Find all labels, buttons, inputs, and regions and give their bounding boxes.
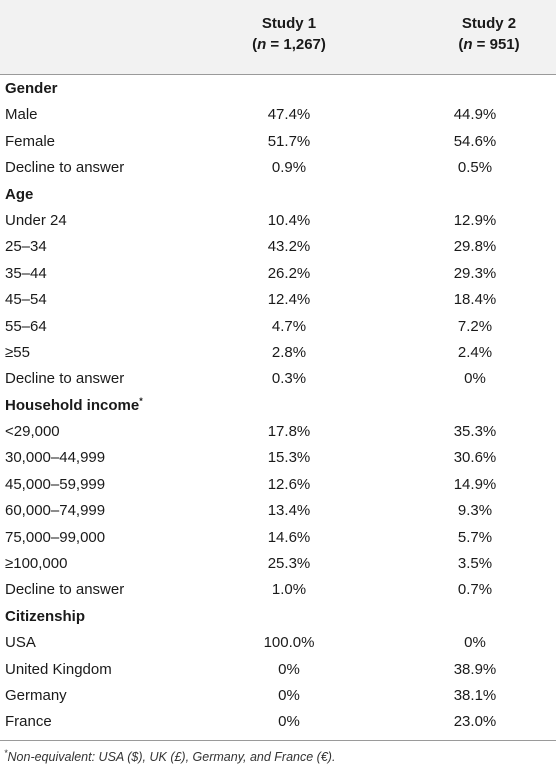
column-title: Study 2: [461, 15, 517, 32]
footnote-marker: *: [139, 395, 143, 406]
section-header-row: [0, 182, 556, 208]
row-label: Decline to answer: [5, 581, 125, 599]
table-row: [0, 525, 556, 551]
row-label: Male: [5, 106, 38, 124]
table-row: [0, 340, 556, 366]
study-2-value: 5.7%: [457, 528, 493, 546]
section-title: [5, 604, 85, 630]
study-1-value: 25.3%: [267, 555, 311, 573]
table-row: [0, 102, 556, 128]
row-label: 45,000–59,999: [5, 475, 106, 493]
column-sample-size: (n = 951): [458, 36, 520, 53]
section-title: [5, 393, 143, 419]
footnote-text: Non-equivalent: USA ($), UK (£), Germany, and France (€).: [7, 749, 336, 764]
table-row: [0, 577, 556, 603]
table-body: [0, 75, 556, 736]
table-row: [0, 129, 556, 155]
study-1-value: 47.4%: [267, 106, 311, 124]
section-header-row: [0, 76, 556, 102]
row-label: ≥55: [5, 343, 30, 361]
study-2-value: 0%: [464, 634, 486, 652]
study-2-value: 35.3%: [453, 423, 497, 441]
table-header: [0, 0, 556, 75]
row-label: 45–54: [5, 291, 47, 309]
row-label: USA: [5, 634, 36, 652]
table-row: [0, 498, 556, 524]
section-title-text: Gender: [5, 80, 58, 97]
row-label: Female: [5, 132, 56, 150]
table-row: [0, 709, 556, 735]
study-1-value: 15.3%: [267, 449, 311, 467]
study-1-value: 100.0%: [263, 634, 315, 652]
study-1-value: 2.8%: [271, 343, 307, 361]
study-1-value: 0.3%: [271, 370, 307, 388]
table-row: [0, 657, 556, 683]
section-title: [5, 76, 58, 102]
section-title: [5, 182, 33, 208]
section-title-text: Citizenship: [5, 607, 86, 625]
row-label: <29,000: [5, 423, 60, 441]
column-sample-size: (n = 1,267): [252, 36, 326, 53]
study-2-value: 9.3%: [457, 502, 493, 520]
row-label: Under 24: [5, 211, 67, 229]
study-2-value: 38.1%: [453, 686, 497, 704]
row-label: 30,000–44,999: [5, 449, 106, 467]
row-label: 55–64: [5, 317, 47, 335]
table-footnote: [0, 741, 556, 765]
table-row: [0, 472, 556, 498]
row-label: ≥100,000: [5, 555, 68, 573]
study-1-value: 43.2%: [267, 238, 311, 256]
row-label: France: [5, 713, 52, 731]
table-row: [0, 314, 556, 340]
row-label: 25–34: [5, 238, 47, 256]
study-1-value: 0%: [278, 713, 300, 731]
table-row: [0, 261, 556, 287]
column-header-study-2: [404, 13, 556, 55]
study-1-value: 51.7%: [267, 132, 311, 150]
study-2-value: 23.0%: [453, 713, 497, 731]
study-2-value: 38.9%: [453, 660, 497, 678]
section-title-text: Age: [5, 185, 34, 203]
table-row: [0, 551, 556, 577]
footnote-marker: *: [4, 747, 8, 758]
study-1-value: 14.6%: [267, 528, 311, 546]
table-row: [0, 419, 556, 445]
row-label: 35–44: [5, 264, 47, 282]
study-1-value: 10.4%: [267, 211, 311, 229]
column-title: Study 1: [261, 15, 317, 32]
row-label: 75,000–99,000: [5, 528, 106, 546]
study-2-value: 12.9%: [453, 211, 497, 229]
study-1-value: 4.7%: [271, 317, 307, 335]
row-label: Decline to answer: [5, 159, 125, 177]
study-2-value: 18.4%: [453, 291, 497, 309]
study-2-value: 30.6%: [453, 449, 497, 467]
study-1-value: 0%: [278, 660, 300, 678]
table-row: [0, 445, 556, 471]
row-label: Decline to answer: [5, 370, 125, 388]
table-row: [0, 234, 556, 260]
study-1-value: 13.4%: [267, 502, 311, 520]
column-header-study-1: [204, 13, 374, 55]
row-label: 60,000–74,999: [5, 502, 106, 520]
row-label: Germany: [5, 686, 67, 704]
study-2-value: 44.9%: [453, 106, 497, 124]
study-1-value: 26.2%: [267, 264, 311, 282]
study-2-value: 14.9%: [453, 475, 497, 493]
table-row: [0, 366, 556, 392]
study-2-value: 3.5%: [457, 555, 493, 573]
table-row: [0, 287, 556, 313]
study-2-value: 0%: [464, 370, 486, 388]
study-1-value: 0.9%: [271, 159, 307, 177]
study-2-value: 2.4%: [457, 343, 493, 361]
study-1-value: 12.4%: [267, 291, 311, 309]
table-row: [0, 208, 556, 234]
study-2-value: 7.2%: [457, 317, 493, 335]
section-header-row: [0, 393, 556, 419]
section-header-row: [0, 604, 556, 630]
section-title-text: Household income: [5, 396, 140, 414]
table-row: [0, 155, 556, 181]
study-2-value: 0.7%: [457, 581, 493, 599]
study-2-value: 29.3%: [453, 264, 497, 282]
study-2-value: 0.5%: [457, 159, 493, 177]
study-1-value: 12.6%: [267, 475, 311, 493]
row-label: United Kingdom: [5, 660, 112, 678]
table-row: [0, 630, 556, 656]
study-1-value: 17.8%: [267, 423, 311, 441]
study-2-value: 54.6%: [453, 132, 497, 150]
study-1-value: 0%: [278, 686, 300, 704]
table-row: [0, 683, 556, 709]
study-1-value: 1.0%: [271, 581, 307, 599]
study-2-value: 29.8%: [453, 238, 497, 256]
